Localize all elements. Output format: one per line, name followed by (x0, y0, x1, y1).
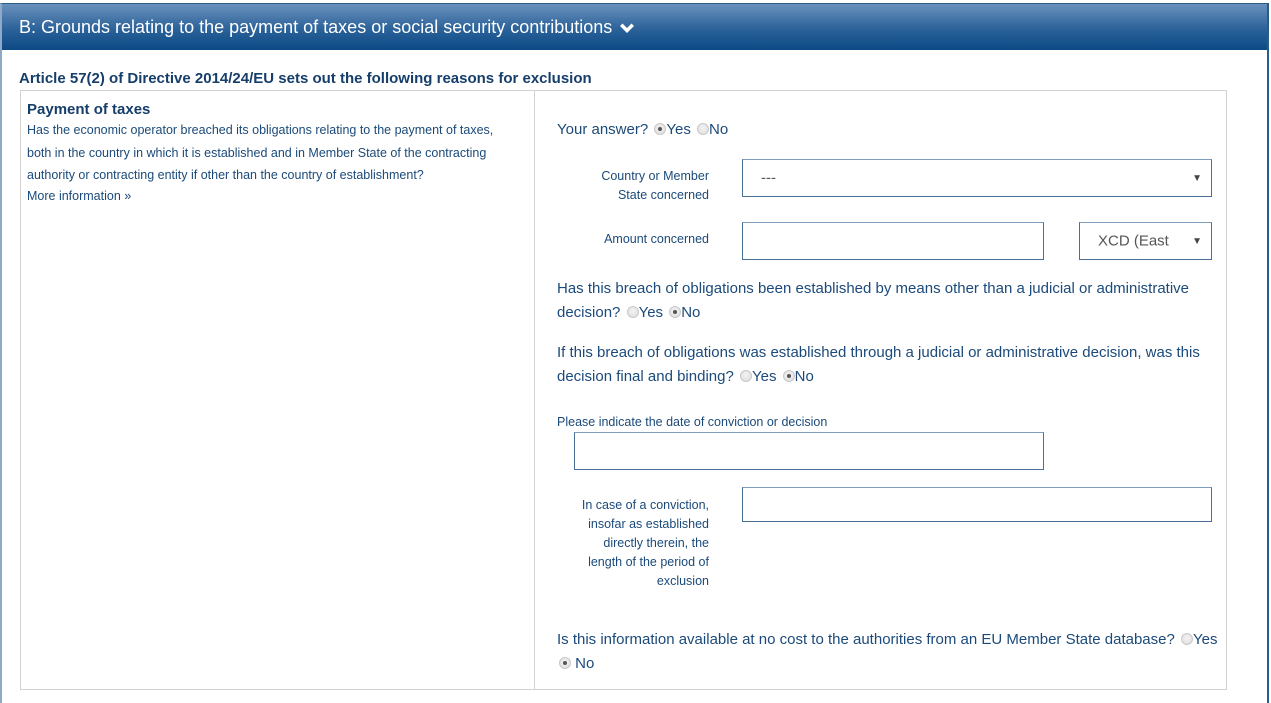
article-title: Article 57(2) of Directive 2014/24/EU sets out the following reasons for exclusion (19, 70, 592, 87)
section-header[interactable] (2, 4, 1267, 50)
your-answer-no-radio[interactable] (697, 123, 709, 135)
dropdown-arrow-icon: ▼ (1192, 173, 1202, 185)
exclusion-grounds-panel (0, 3, 1269, 703)
criterion-form-column (535, 91, 1226, 689)
other-means-no-radio[interactable] (669, 306, 681, 318)
eu-database-no-label[interactable]: No (575, 655, 595, 672)
final-binding-yes-label[interactable]: Yes (751, 368, 777, 385)
other-means-question: Has this breach of obligations been established by means other than a judicial or administrative decision? (557, 280, 1190, 321)
currency-select[interactable] (1079, 222, 1212, 260)
criterion-box (20, 90, 1227, 690)
your-answer-group (557, 118, 728, 142)
other-means-no-label[interactable]: No (681, 304, 701, 321)
more-information-link[interactable]: More information » (27, 188, 132, 203)
criterion-description: Has the economic operator breached its obligations relating to the payment of taxes, both in the country in which it is established and in Member State of the contracting authority or contracting entity if other than the country of establishment? (27, 123, 494, 182)
other-means-yes-radio[interactable] (627, 306, 639, 318)
section-title: B: Grounds relating to the payment of taxes or social security contributions (19, 16, 613, 37)
exclusion-period-input[interactable] (742, 487, 1212, 522)
other-means-yes-label[interactable]: Yes (638, 304, 664, 321)
country-selected-value: --- (761, 169, 776, 187)
date-input[interactable] (574, 432, 1044, 470)
your-answer-yes-radio[interactable] (654, 123, 666, 135)
country-label: Country or Member State concerned (601, 169, 709, 202)
final-binding-no-radio[interactable] (783, 370, 795, 382)
other-means-group (557, 277, 1237, 325)
chevron-down-icon[interactable] (619, 19, 635, 31)
final-binding-group (557, 341, 1237, 389)
eu-database-question: Is this information available at no cost to the authorities from an EU Member State database? (557, 631, 1175, 648)
country-select[interactable] (742, 159, 1212, 197)
your-answer-label: Your answer? (557, 121, 649, 138)
eu-database-no-radio[interactable] (559, 657, 571, 669)
criterion-description-column (21, 91, 535, 689)
exclusion-period-label: In case of a conviction, insofar as established directly therein, the length of the period of exclusion (581, 498, 709, 588)
amount-label: Amount concerned (604, 232, 709, 246)
criterion-title: Payment of taxes (27, 101, 151, 118)
currency-selected-value: XCD (East (1098, 232, 1169, 250)
eu-database-group (557, 628, 1232, 676)
date-label: Please indicate the date of conviction or decision (557, 415, 828, 429)
final-binding-no-label[interactable]: No (794, 368, 814, 385)
final-binding-question: If this breach of obligations was established through a judicial or administrative decision, was this decision final and binding? (557, 344, 1200, 385)
your-answer-yes-label[interactable]: Yes (666, 121, 691, 138)
eu-database-yes-radio[interactable] (1181, 633, 1193, 645)
dropdown-arrow-icon: ▼ (1192, 236, 1202, 248)
amount-input[interactable] (742, 222, 1044, 260)
your-answer-no-label[interactable]: No (709, 121, 729, 138)
final-binding-yes-radio[interactable] (740, 370, 752, 382)
eu-database-yes-label[interactable]: Yes (1193, 631, 1218, 648)
